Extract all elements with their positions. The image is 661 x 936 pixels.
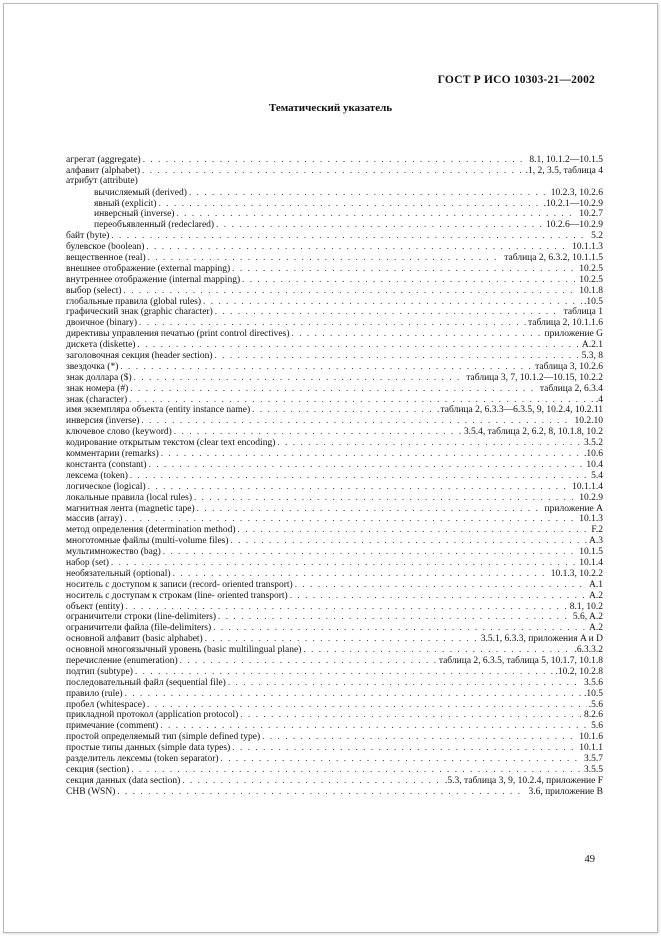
index-reference: .6.3.3.2 — [574, 645, 603, 655]
index-term: вещественное (real) — [66, 253, 146, 263]
index-term: явный (explicit) — [94, 198, 157, 209]
index-reference: 5.4 — [591, 470, 603, 481]
dot-leader — [215, 350, 580, 361]
index-reference: 3.5.5 — [584, 764, 603, 775]
index-term: логическое (logical) — [66, 481, 146, 492]
index-reference: 3.5.2 — [584, 438, 603, 449]
dot-leader — [252, 404, 438, 415]
index-entry — [66, 481, 603, 492]
dot-leader — [147, 699, 587, 710]
index-entry — [66, 786, 603, 797]
index-term: перечисление (enumeration) — [66, 655, 178, 666]
index-entry — [66, 764, 603, 775]
dot-leader — [218, 611, 571, 622]
index-entry — [66, 165, 603, 176]
index-reference: 10.2.9 — [579, 492, 603, 503]
index-term: последовательный файл (sequential file) — [66, 677, 226, 688]
index-reference: 10.2.5 — [579, 274, 603, 285]
index-reference: таблица 2, 6.3.5, таблица 5, 10.1.7, 10.1.8 — [438, 655, 603, 666]
index-reference: 10.2.3, 10.2.6 — [550, 187, 603, 198]
index-reference: .5.6 — [588, 699, 603, 710]
index-entry — [66, 350, 603, 361]
dot-leader — [142, 165, 524, 176]
dot-leader — [160, 720, 589, 731]
index-entry — [66, 176, 603, 187]
index-term: ограничители файла (file-delimiters) — [66, 623, 212, 634]
index-term: секция (section) — [66, 764, 130, 775]
index-reference: A.2 — [589, 590, 603, 601]
index-entry — [66, 513, 603, 524]
index-reference: A.1 — [589, 579, 603, 590]
index-term: инверсный (inverse) — [94, 209, 175, 220]
index-entry — [66, 503, 603, 514]
index-term: набор (set) — [66, 557, 109, 568]
dot-leader — [303, 644, 572, 655]
index-term: лексема (token) — [66, 470, 128, 481]
dot-leader — [131, 764, 582, 775]
index-reference: A.2.1 — [581, 340, 603, 351]
page-number: 49 — [584, 854, 595, 865]
index-entry — [66, 274, 603, 285]
dot-leader — [277, 437, 582, 448]
index-term: кодирование открытым текстом (clear text encoding) — [66, 438, 276, 449]
index-reference: 10.1.1 — [579, 743, 603, 753]
index-entry — [66, 524, 603, 535]
dot-leader — [124, 285, 578, 296]
index-reference: приложение A — [544, 503, 603, 514]
index-entry — [66, 622, 603, 633]
dot-leader — [228, 677, 582, 688]
index-term: имя экземпляра объекта (entity instance name) — [66, 405, 251, 416]
index-reference: .10.6 — [584, 449, 603, 459]
dot-leader — [180, 655, 437, 666]
index-entry — [66, 753, 603, 764]
index-term: инверсия (inverse) — [66, 416, 140, 427]
dot-leader — [149, 459, 585, 470]
index-entry — [66, 252, 603, 263]
index-term: подтип (subtype) — [66, 666, 133, 677]
index-subentry — [66, 208, 603, 219]
dot-leader — [135, 666, 554, 677]
index-entry — [66, 328, 603, 339]
index-reference: .1, 2, 3.5, таблица 4 — [525, 165, 603, 176]
index-term: графический знак (graphic character) — [66, 307, 213, 318]
dot-leader — [238, 524, 590, 535]
index-term: прикладной протокол (application protocol) — [66, 710, 239, 721]
index-term: двоичное (binary) — [66, 318, 138, 329]
index-reference: 10.1.1.3 — [572, 242, 603, 253]
index-reference: 10.1.3, 10.2.2 — [550, 568, 603, 579]
index-term: метод определения (determination method) — [66, 525, 236, 536]
index-reference: 10.2.10 — [574, 416, 603, 427]
index-entry — [66, 666, 603, 677]
index-reference: 10.1.6 — [579, 732, 603, 743]
index-reference: 8.2.6 — [584, 710, 603, 721]
dot-leader — [161, 448, 582, 459]
index-reference: 10.1.8 — [579, 285, 603, 296]
index-entry — [66, 590, 603, 601]
index-entry — [66, 557, 603, 568]
index-reference: приложение G — [544, 329, 603, 340]
index-reference: таблица 3, 7, 10.1.2—10.15, 10.2.2 — [466, 372, 603, 383]
index-term: выбор (select) — [66, 285, 122, 296]
index-reference: .10.2.1—10.2.9 — [543, 198, 603, 209]
index-reference: 3.5.7 — [584, 753, 603, 764]
index-entry — [66, 688, 603, 699]
index-term: необязательный (optional) — [66, 568, 171, 579]
index-entry — [66, 306, 603, 317]
subject-index-list — [66, 154, 603, 797]
dot-leader — [124, 513, 577, 524]
page-title: Тематический указатель — [268, 102, 393, 114]
index-term: булевское (boolean) — [66, 242, 145, 253]
index-subentry — [66, 187, 603, 198]
dot-leader — [163, 546, 578, 557]
index-entry — [66, 415, 603, 426]
index-entry — [66, 568, 603, 579]
dot-leader — [232, 742, 577, 753]
dot-leader — [292, 328, 543, 339]
index-reference: 5.6, A.2 — [572, 612, 603, 623]
index-reference: .10.2, 10.2.8 — [555, 666, 603, 677]
index-entry — [66, 644, 603, 655]
index-term: пробел (whitespace) — [66, 699, 146, 710]
dot-leader — [194, 492, 577, 503]
index-reference: 5.2 — [591, 231, 603, 242]
index-term: константа (constant) — [66, 459, 147, 470]
index-entry — [66, 699, 603, 710]
index-entry — [66, 655, 603, 666]
index-entry — [66, 677, 603, 688]
index-term: директивы управления печатью (print control directives) — [66, 329, 290, 340]
index-entry — [66, 546, 603, 557]
index-term: глобальные правила (global rules) — [66, 296, 202, 307]
index-term: байт (byte) — [66, 231, 110, 242]
index-term: агрегат (aggregate) — [66, 155, 141, 165]
index-term: знак номера (#) — [66, 383, 129, 394]
index-term: основной алфавит (basic alphabet) — [66, 634, 203, 645]
index-term: объект (entity) — [66, 601, 124, 612]
index-reference: .5.3, таблица 3, 9, 10.2.4, приложение F — [445, 775, 603, 786]
index-entry — [66, 426, 603, 437]
index-term: магнитная лента (magnetic tape) — [66, 503, 195, 514]
index-reference: 10.2.6—10.2.9 — [546, 220, 603, 231]
page-sheet — [3, 3, 658, 933]
index-entry — [66, 742, 603, 753]
dot-leader — [295, 579, 587, 590]
dot-leader — [174, 426, 462, 437]
index-entry — [66, 470, 603, 481]
index-term: простой определяемый тип (simple defined type) — [66, 732, 261, 743]
index-reference: 10.1.1.4 — [572, 481, 603, 492]
index-term: мультимножество (bag) — [66, 547, 161, 557]
index-reference: 10.1.3 — [579, 514, 603, 525]
dot-leader — [143, 154, 528, 165]
index-term: вычисляемый (derived) — [94, 187, 187, 198]
dot-leader — [130, 383, 538, 394]
index-entry — [66, 720, 603, 731]
dot-leader — [125, 688, 582, 699]
index-term: звездочка (*) — [66, 361, 119, 372]
index-entry — [66, 230, 603, 241]
index-entry — [66, 404, 603, 415]
index-entry — [66, 361, 603, 372]
index-reference: .4 — [595, 394, 603, 405]
index-subentry — [66, 219, 603, 230]
index-term: атрибут (attribute) — [66, 175, 138, 186]
dot-leader — [137, 339, 579, 350]
index-entry — [66, 601, 603, 612]
index-entry — [66, 775, 603, 786]
index-term: СНВ (WSN) — [66, 786, 116, 797]
index-entry — [66, 459, 603, 470]
index-reference: таблица 2, 6.3.4 — [539, 383, 603, 394]
index-term: секция данных (data section) — [66, 775, 181, 786]
dot-leader — [216, 219, 544, 230]
index-term: комментарии (remarks) — [66, 449, 159, 459]
index-reference: таблица 3, 10.2.6 — [535, 361, 603, 372]
index-term: многотомные файлы (multi-volume files) — [66, 536, 229, 547]
index-entry — [66, 611, 603, 622]
index-reference: 5.3, 8 — [581, 351, 603, 361]
index-entry — [66, 317, 603, 328]
dot-leader — [141, 415, 572, 426]
dot-leader — [231, 535, 587, 546]
index-reference: таблица 2, 10.1.1.6 — [528, 318, 603, 329]
index-reference: A.3 — [589, 536, 603, 547]
dot-leader — [125, 601, 567, 612]
index-entry — [66, 633, 603, 644]
index-term: носитель с доступам к строкам (line- oriented transport) — [66, 590, 288, 601]
index-entry — [66, 154, 603, 165]
dot-leader — [146, 241, 570, 252]
index-entry — [66, 709, 603, 720]
index-entry — [66, 296, 603, 307]
dot-leader — [148, 481, 570, 492]
index-reference: 3.5.1, 6.3.3, приложения A и D — [480, 634, 603, 645]
dot-leader — [290, 590, 587, 601]
index-reference: F.2 — [591, 525, 603, 536]
index-reference: 8.1, 10.2 — [569, 601, 603, 612]
index-reference: 3.5.6 — [584, 677, 603, 688]
dot-leader — [159, 198, 542, 209]
dot-leader — [129, 394, 594, 405]
dot-leader — [134, 372, 465, 383]
dot-leader — [111, 230, 589, 241]
index-entry — [66, 285, 603, 296]
index-reference: таблица 1 — [563, 307, 603, 318]
index-reference: 10.1.4 — [579, 557, 603, 568]
index-reference: 3.6, приложение B — [528, 786, 603, 797]
index-entry — [66, 492, 603, 503]
index-subentry — [66, 198, 603, 209]
index-term: внутреннее отображение (internal mapping) — [66, 274, 241, 285]
dot-leader — [130, 470, 589, 481]
index-entry — [66, 731, 603, 742]
index-term: внешнее отображение (external mapping) — [66, 263, 231, 274]
standard-header: ГОСТ Р ИСО 10303-21—2002 — [437, 74, 595, 86]
dot-leader — [176, 208, 577, 219]
dot-leader — [173, 568, 549, 579]
index-reference: .10.5 — [584, 296, 603, 307]
dot-leader — [111, 557, 577, 568]
dot-leader — [262, 731, 577, 742]
index-term: локальные правила (local rules) — [66, 492, 192, 503]
dot-leader — [205, 633, 479, 644]
dot-leader — [139, 317, 526, 328]
index-entry — [66, 535, 603, 546]
index-entry — [66, 448, 603, 459]
index-term: переобъявленный (redeclared) — [94, 220, 215, 231]
index-entry — [66, 339, 603, 350]
dot-leader — [240, 709, 582, 720]
index-term: правило (rule) — [66, 688, 123, 699]
index-entry — [66, 579, 603, 590]
dot-leader — [232, 263, 577, 274]
dot-leader — [213, 622, 587, 633]
index-term: ключевое слово (keyword) — [66, 427, 172, 438]
dot-leader — [117, 786, 526, 797]
index-term: простые типы данных (simple data types) — [66, 743, 231, 753]
index-term: знак (character) — [66, 394, 128, 405]
dot-leader — [182, 775, 443, 786]
index-term: примечание (comment) — [66, 721, 159, 732]
dot-leader — [203, 296, 582, 307]
index-term: основной многоязычный уровень (basic multilingual plane) — [66, 645, 302, 655]
index-term: ограничители строки (line-delimiters) — [66, 612, 216, 623]
index-term: дискета (diskette) — [66, 340, 136, 351]
index-term: массив (array) — [66, 514, 123, 525]
index-reference: A.2 — [589, 623, 603, 634]
index-term: носитель с доступом к записи (record- oriented transport) — [66, 579, 293, 590]
index-term: алфавит (alphabet) — [66, 165, 141, 176]
dot-leader — [242, 274, 577, 285]
index-reference: 10.4 — [586, 459, 603, 470]
index-entry — [66, 383, 603, 394]
dot-leader — [189, 187, 549, 198]
index-entry — [66, 437, 603, 448]
index-reference: .10.5 — [584, 688, 603, 699]
index-entry — [66, 394, 603, 405]
index-reference: таблица 2, 6.3.3—6.3.5, 9, 10.2.4, 10.2.11 — [440, 405, 603, 416]
dot-leader — [148, 252, 503, 263]
index-entry — [66, 372, 603, 383]
index-entry — [66, 263, 603, 274]
index-reference: 10.2.5 — [579, 263, 603, 274]
dot-leader — [197, 503, 543, 514]
index-reference: 10.1.5 — [579, 547, 603, 557]
dot-leader — [221, 753, 582, 764]
index-term: заголовочная секция (header section) — [66, 351, 213, 361]
index-reference: 8.1, 10.1.2—10.1.5 — [529, 155, 603, 165]
index-term: знак доллара ($) — [66, 372, 132, 383]
dot-leader — [120, 361, 533, 372]
index-reference: 10.2.7 — [579, 209, 603, 220]
index-term: разделитель лексемы (token separator) — [66, 753, 219, 764]
index-reference: 3.5.4, таблица 2, 6.2, 8, 10.1.8, 10.2 — [463, 427, 603, 438]
index-reference: 5.6 — [591, 721, 603, 732]
index-entry — [66, 241, 603, 252]
dot-leader — [215, 306, 562, 317]
index-reference: таблица 2, 6.3.2, 10.1.1.5 — [504, 253, 603, 263]
